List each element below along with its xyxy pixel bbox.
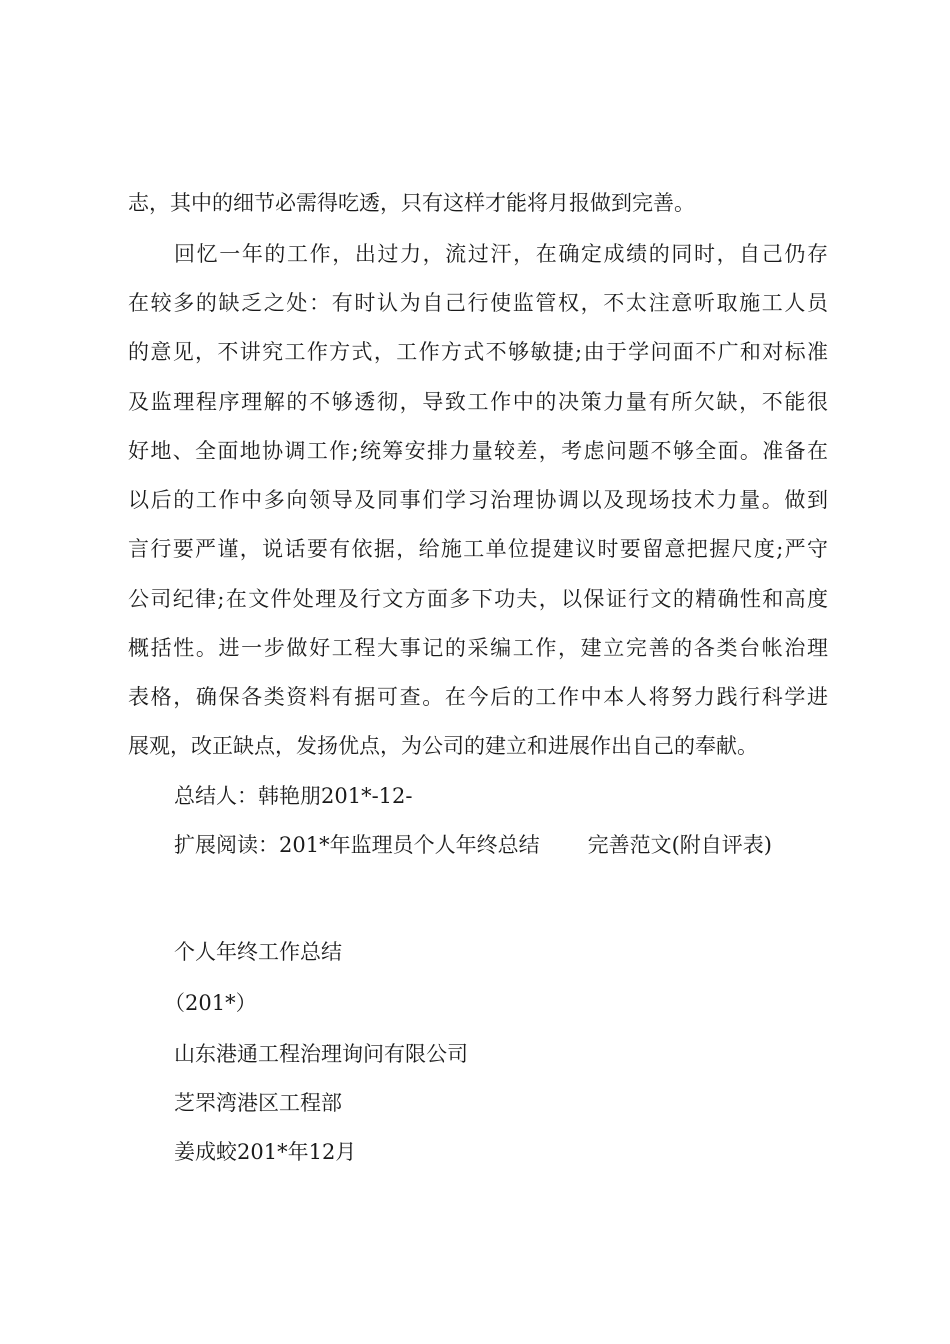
reflection-line-11: 展观，改正缺点，发扬优点，为公司的建立和进展作出自己的奉献。: [128, 734, 758, 758]
reflection-line-2: 在较多的缺乏之处：有时认为自己行使监管权，不太注意听取施工人员: [128, 291, 828, 315]
reflection-line-4: 及监理程序理解的不够透彻，导致工作中的决策力量有所欠缺，不能很: [128, 390, 828, 414]
reflection-line-6: 以后的工作中多向领导及同事们学习治理协调以及现场技术力量。做到: [128, 488, 828, 512]
reflection-line-1: 回忆一年的工作，出过力，流过汗，在确定成绩的同时，自己仍存: [174, 242, 828, 266]
next-doc-company: 山东港通工程治理询问有限公司: [174, 1042, 468, 1066]
extended-reading-prefix: 扩展阅读：201*年监理员个人年终总结: [174, 833, 540, 857]
reflection-line-3: 的意见，不讲究工作方式，工作方式不够敏捷;由于学问面不广和对标准: [128, 340, 828, 364]
paragraph-end-line: 志，其中的细节必需得吃透，只有这样才能将月报做到完善。: [128, 191, 695, 215]
extended-reading-line: [174, 831, 828, 859]
reflection-line-5: 好地、全面地协调工作;统筹安排力量较差，考虑问题不够全面。准备在: [128, 439, 828, 463]
next-doc-author-date: 姜成蛟201*年12月: [174, 1140, 357, 1164]
reflection-line-9: 概括性。进一步做好工程大事记的采编工作，建立完善的各类台帐治理: [128, 636, 828, 660]
next-doc-title: 个人年终工作总结: [174, 940, 342, 964]
reflection-line-10: 表格，确保各类资料有据可查。在今后的工作中本人将努力践行科学进: [128, 685, 828, 709]
reflection-line-7: 言行要严谨，说话要有依据，给施工单位提建议时要留意把握尺度;严守: [128, 537, 828, 561]
extended-reading-suffix: 完善范文(附自评表): [587, 833, 772, 857]
next-doc-department: 芝罘湾港区工程部: [174, 1091, 342, 1115]
signature-line: 总结人：韩艳朋201*-12-: [174, 784, 413, 808]
next-doc-year: （201*）: [164, 991, 257, 1015]
reflection-line-8: 公司纪律;在文件处理及行文方面多下功夫，以保证行文的精确性和高度: [128, 587, 828, 611]
